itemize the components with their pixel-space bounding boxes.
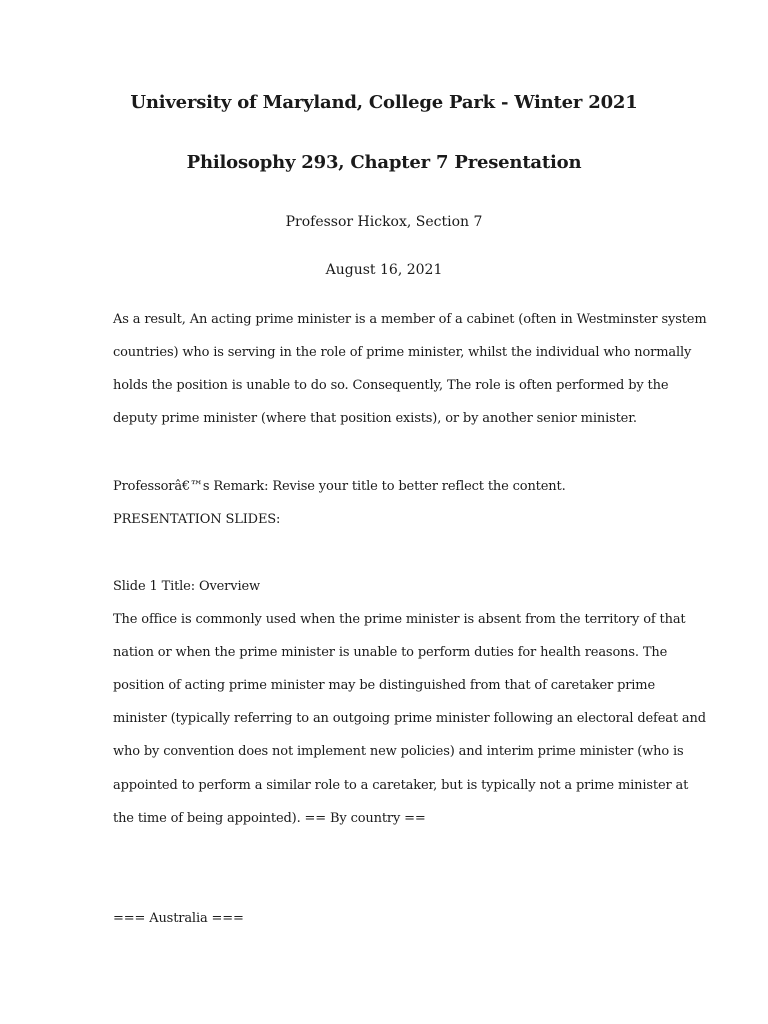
- intro-line: countries) who is serving in the role of prime minister, whilst the individual who normally: [113, 345, 692, 360]
- course-title: Philosophy 293, Chapter 7 Presentation: [186, 152, 582, 173]
- slide-1-line: The office is commonly used when the prime minister is absent from the territory of that: [113, 612, 686, 627]
- slide-1-line: minister (typically referring to an outgoing prime minister following an electoral defeat and: [113, 711, 706, 726]
- slide-1-line: who by convention does not implement new policies) and interim prime minister (who is: [113, 744, 684, 759]
- slide-1-line: the time of being appointed). == By country ==: [113, 811, 426, 826]
- intro-line: holds the position is unable to do so. Consequently, The role is often performed by the: [113, 378, 669, 393]
- intro-line: deputy prime minister (where that position exists), or by another senior minister.: [113, 411, 637, 426]
- slides-heading: PRESENTATION SLIDES:: [113, 512, 281, 527]
- university-heading: University of Maryland, College Park - Winter 2021: [130, 92, 638, 113]
- slide-1-line: appointed to perform a similar role to a caretaker, but is typically not a prime minister at: [113, 778, 689, 793]
- professor-line: Professor Hickox, Section 7: [285, 214, 483, 230]
- date-line: August 16, 2021: [325, 262, 443, 278]
- slide-1-line: position of acting prime minister may be distinguished from that of caretaker prime: [113, 678, 656, 693]
- section-heading-australia: === Australia ===: [113, 911, 244, 926]
- slide-1-line: nation or when the prime minister is unable to perform duties for health reasons. The: [113, 645, 668, 660]
- slide-1-title: Slide 1 Title: Overview: [113, 579, 260, 594]
- professor-remark: Professorâ€™s Remark: Revise your title to better reflect the content.: [113, 479, 566, 494]
- intro-line: As a result, An acting prime minister is a member of a cabinet (often in Westminster system: [113, 312, 707, 327]
